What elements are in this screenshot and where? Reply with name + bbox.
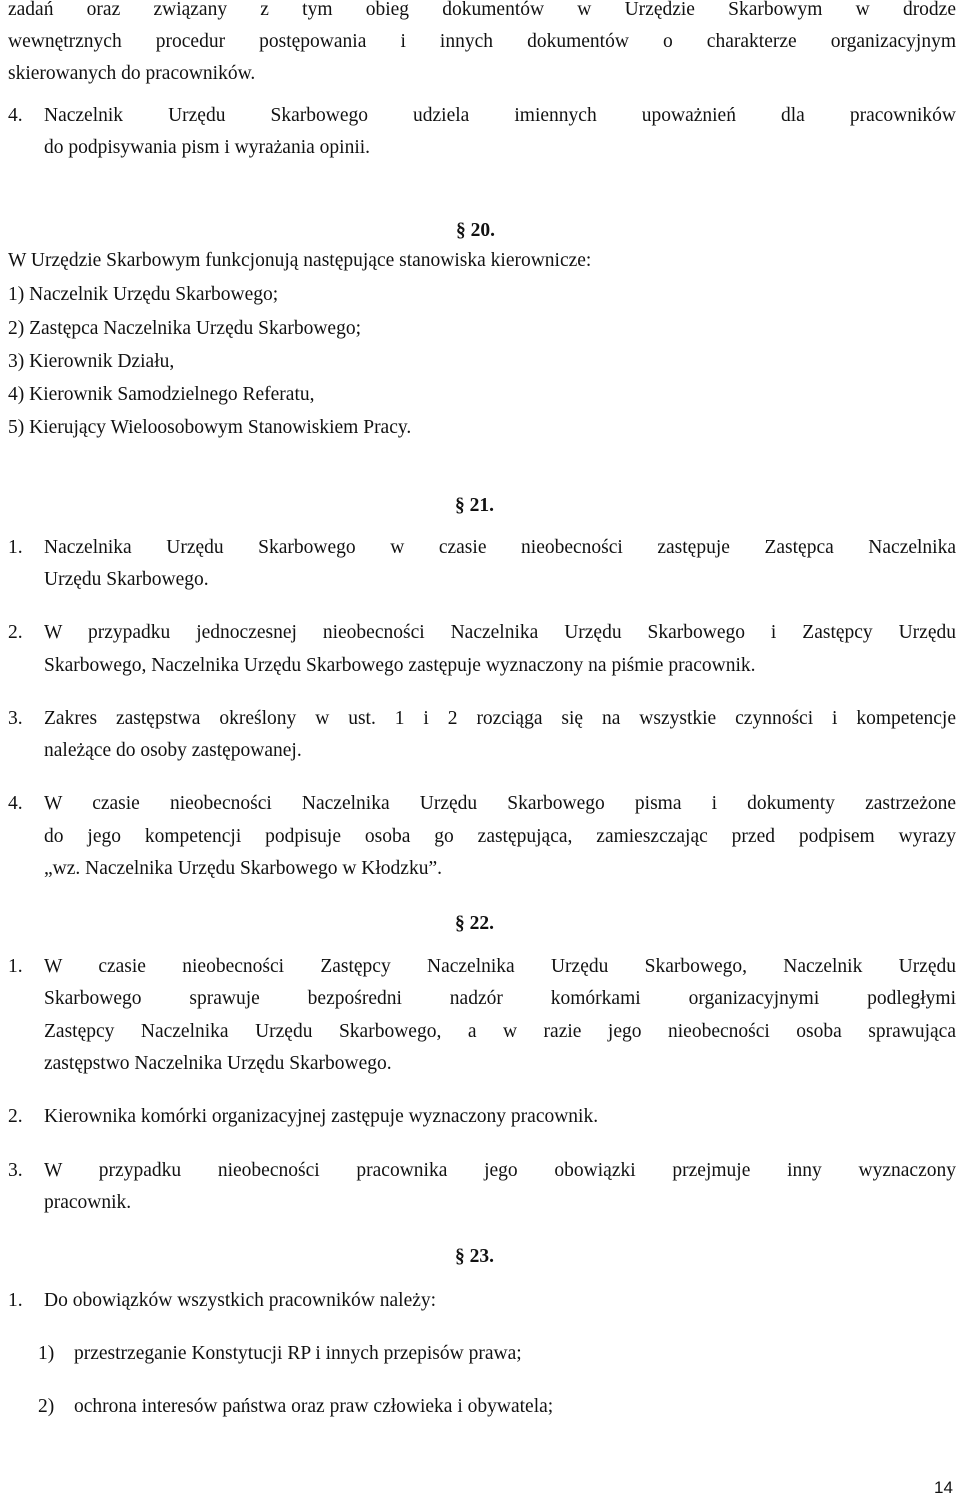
paragraph-line: „wz. Naczelnika Urzędu Skarbowego w Kłodzku”.	[44, 858, 442, 879]
paragraph-line: Naczelnik Urzędu Skarbowego udziela imiennych upoważnień dla pracowników	[44, 105, 956, 126]
section-intro: W Urzędzie Skarbowym funkcjonują następujące stanowiska kierownicze:	[8, 250, 592, 271]
list-number: 3.	[8, 708, 23, 729]
paragraph-line: pracownik.	[44, 1192, 132, 1213]
list-item: 4) Kierownik Samodzielnego Referatu,	[8, 384, 315, 405]
paragraph-line: zadań oraz związany z tym obieg dokumentów w Urzędzie Skarbowym w drodze	[8, 0, 956, 20]
list-number: 4.	[8, 105, 23, 126]
sublist-item: przestrzeganie Konstytucji RP i innych przepisów prawa;	[74, 1343, 522, 1364]
paragraph-line: Do obowiązków wszystkich pracowników należy:	[44, 1290, 437, 1311]
section-heading-21: § 21.	[455, 495, 494, 516]
paragraph-line: Skarbowego, Naczelnika Urzędu Skarbowego zastępuje wyznaczony na piśmie pracownik.	[44, 655, 756, 676]
list-item: 1) Naczelnik Urzędu Skarbowego;	[8, 284, 279, 305]
sublist-number: 2)	[38, 1396, 55, 1417]
paragraph-line: Zakres zastępstwa określony w ust. 1 i 2 rozciąga się na wszystkie czynności i kompetencje	[44, 708, 956, 729]
list-number: 2.	[8, 622, 23, 643]
paragraph-line: Kierownika komórki organizacyjnej zastępuje wyznaczony pracownik.	[44, 1106, 599, 1127]
paragraph-line: wewnętrznych procedur postępowania i innych dokumentów o charakterze organizacyjnym	[8, 31, 956, 52]
paragraph-line: należące do osoby zastępowanej.	[44, 740, 302, 761]
sublist-number: 1)	[38, 1343, 55, 1364]
paragraph-line: W czasie nieobecności Zastępcy Naczelnika Urzędu Skarbowego, Naczelnik Urzędu	[44, 956, 956, 977]
section-heading-23: § 23.	[455, 1246, 494, 1267]
page-number: 14	[934, 1478, 953, 1497]
sublist-item: ochrona interesów państwa oraz praw człowieka i obywatela;	[74, 1396, 554, 1417]
paragraph-line: skierowanych do pracowników.	[8, 63, 256, 84]
section-heading-20: § 20.	[456, 220, 495, 241]
list-item: 3) Kierownik Działu,	[8, 351, 175, 372]
section-heading-22: § 22.	[455, 913, 494, 934]
paragraph-line: Urzędu Skarbowego.	[44, 569, 209, 590]
list-item: 2) Zastępca Naczelnika Urzędu Skarbowego;	[8, 318, 362, 339]
paragraph-line: Skarbowego sprawuje bezpośredni nadzór komórkami organizacyjnymi podległymi	[44, 988, 956, 1009]
paragraph-line: Zastępcy Naczelnika Urzędu Skarbowego, a w razie jego nieobecności osoba sprawująca	[44, 1021, 956, 1042]
paragraph-line: W przypadku nieobecności pracownika jego obowiązki przejmuje inny wyznaczony	[44, 1160, 956, 1181]
list-number: 3.	[8, 1160, 23, 1181]
list-number: 2.	[8, 1106, 23, 1127]
paragraph-line: do podpisywania pism i wyrażania opinii.	[44, 137, 371, 158]
list-number: 1.	[8, 1290, 23, 1311]
paragraph-line: W czasie nieobecności Naczelnika Urzędu Skarbowego pisma i dokumenty zastrzeżone	[44, 793, 956, 814]
list-number: 4.	[8, 793, 23, 814]
paragraph-line: zastępstwo Naczelnika Urzędu Skarbowego.	[44, 1053, 392, 1074]
list-number: 1.	[8, 956, 23, 977]
paragraph-line: W przypadku jednoczesnej nieobecności Naczelnika Urzędu Skarbowego i Zastępcy Urzędu	[44, 622, 956, 643]
list-item: 5) Kierujący Wieloosobowym Stanowiskiem Pracy.	[8, 417, 412, 438]
list-number: 1.	[8, 537, 23, 558]
paragraph-line: Naczelnika Urzędu Skarbowego w czasie nieobecności zastępuje Zastępca Naczelnika	[44, 537, 956, 558]
paragraph-line: do jego kompetencji podpisuje osoba go zastępująca, zamieszczając przed podpisem wyrazy	[44, 826, 956, 847]
